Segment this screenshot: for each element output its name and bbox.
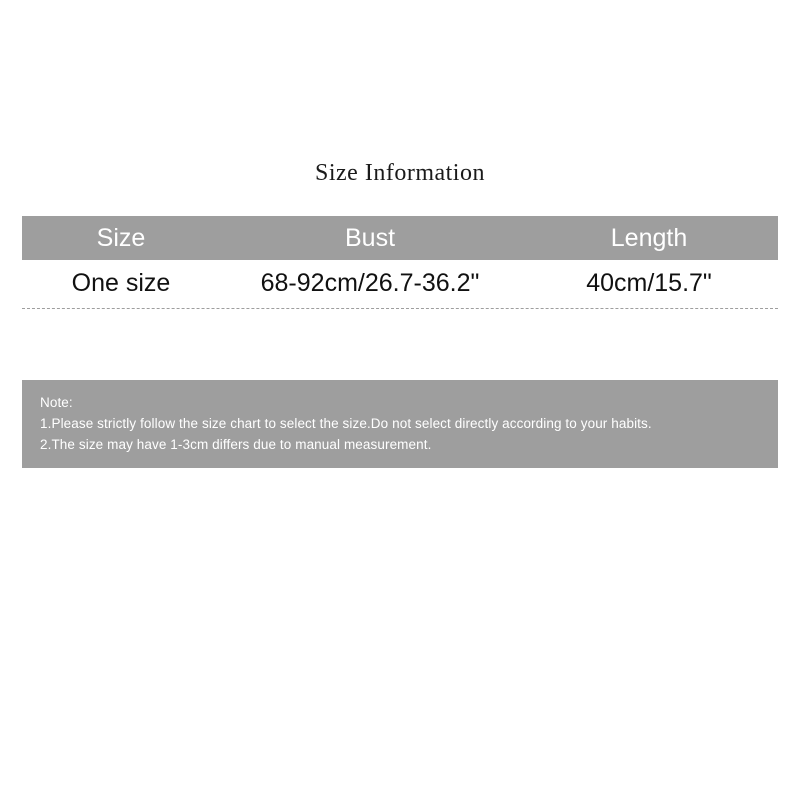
cell-bust: 68-92cm/26.7-36.2": [260, 268, 480, 297]
table-row: [22, 260, 778, 306]
cell-size: One size: [71, 268, 171, 297]
page-title-text: Size Information: [315, 160, 485, 186]
note-box: [22, 380, 778, 468]
column-header-size: Size: [96, 223, 146, 252]
note-line-2: 2.The size may have 1-3cm differs due to manual measurement.: [40, 437, 432, 452]
cell-length: 40cm/15.7": [586, 268, 712, 297]
table-header-row: [22, 216, 778, 260]
note-line-1: 1.Please strictly follow the size chart to select the size.Do not select directly according to your habits.: [40, 416, 652, 431]
page-title: [0, 160, 800, 187]
column-header-bust: Bust: [344, 223, 396, 252]
column-header-length: Length: [610, 223, 688, 252]
note-heading: Note:: [40, 395, 73, 410]
size-table: [22, 216, 778, 309]
table-bottom-divider: [22, 308, 778, 309]
